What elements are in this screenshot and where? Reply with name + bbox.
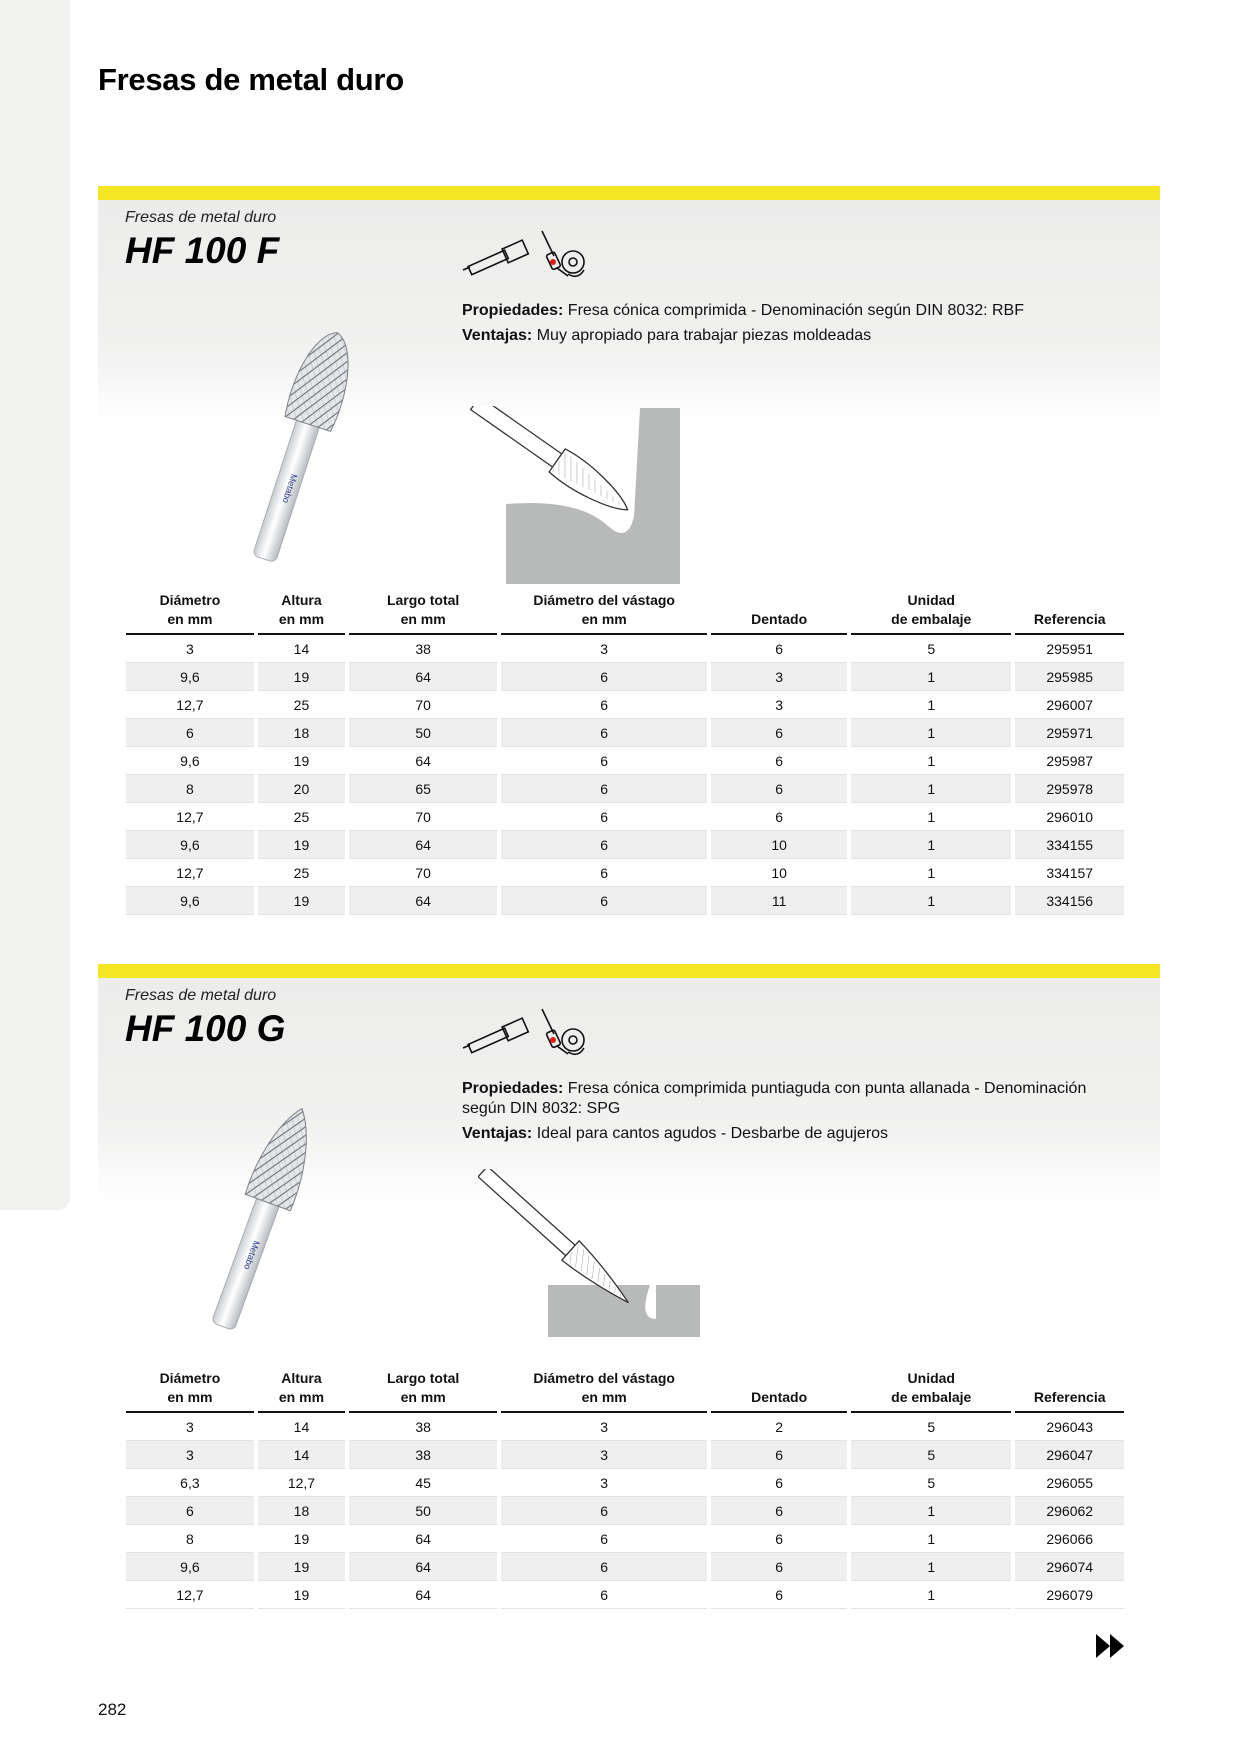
table-cell: 1 [851, 775, 1011, 803]
table-cell: 64 [349, 1581, 497, 1609]
product-section-hf100g [98, 964, 1160, 1624]
table-cell: 6 [711, 719, 847, 747]
table-cell: 334157 [1015, 859, 1124, 887]
table-cell: 3 [126, 1441, 254, 1469]
col-diametro-vastago: Diámetro del vástago en mm [501, 591, 707, 635]
table-cell: 70 [349, 803, 497, 831]
table-cell: 8 [126, 1525, 254, 1553]
table-cell: 6 [711, 803, 847, 831]
table-cell: 12,7 [258, 1469, 345, 1497]
table-cell: 1 [851, 803, 1011, 831]
table-cell: 12,7 [126, 1581, 254, 1609]
table-cell: 6 [501, 775, 707, 803]
col-unidad-embalaje: Unidad de embalaje [851, 591, 1011, 635]
table-cell: 1 [851, 859, 1011, 887]
table-cell: 45 [349, 1469, 497, 1497]
table-row [126, 831, 1124, 859]
table-cell: 1 [851, 747, 1011, 775]
table-row [126, 1553, 1124, 1581]
table-cell: 12,7 [126, 859, 254, 887]
table-cell: 296043 [1015, 1413, 1124, 1441]
table-cell: 25 [258, 859, 345, 887]
table-row [126, 887, 1124, 915]
table-cell: 38 [349, 635, 497, 663]
table-cell: 19 [258, 1525, 345, 1553]
svg-text:Metabo: Metabo [241, 1239, 262, 1272]
table-cell: 295987 [1015, 747, 1124, 775]
col-largo-total: Largo total en mm [349, 1369, 497, 1413]
table-cell: 3 [501, 1413, 707, 1441]
table-cell: 6 [501, 1497, 707, 1525]
svg-text:Metabo: Metabo [280, 472, 300, 505]
table-cell: 6 [501, 1581, 707, 1609]
table-cell: 1 [851, 719, 1011, 747]
col-altura: Altura en mm [258, 591, 345, 635]
table-cell: 8 [126, 775, 254, 803]
table-cell: 38 [349, 1413, 497, 1441]
table-cell: 6 [501, 1525, 707, 1553]
table-cell: 18 [258, 1497, 345, 1525]
table-cell: 5 [851, 1469, 1011, 1497]
table-cell: 70 [349, 859, 497, 887]
table-cell: 6 [501, 719, 707, 747]
col-referencia: Referencia [1015, 591, 1124, 635]
table-cell: 25 [258, 803, 345, 831]
table-row [126, 775, 1124, 803]
table-row [126, 1413, 1124, 1441]
table-cell: 296062 [1015, 1497, 1124, 1525]
table-cell: 6 [501, 803, 707, 831]
table-cell: 10 [711, 831, 847, 859]
col-altura: Altura en mm [258, 1369, 345, 1413]
table-cell: 50 [349, 719, 497, 747]
table-cell: 6 [501, 663, 707, 691]
table-row [126, 663, 1124, 691]
table-cell: 3 [501, 635, 707, 663]
table-cell: 12,7 [126, 691, 254, 719]
col-largo-total: Largo total en mm [349, 591, 497, 635]
table-cell: 25 [258, 691, 345, 719]
table-cell: 19 [258, 1553, 345, 1581]
table-cell: 295971 [1015, 719, 1124, 747]
table-cell: 3 [711, 663, 847, 691]
table-cell: 70 [349, 691, 497, 719]
table-cell: 1 [851, 1497, 1011, 1525]
table-header-row [126, 1369, 1124, 1413]
table-cell: 64 [349, 1525, 497, 1553]
table-cell: 64 [349, 747, 497, 775]
table-cell: 296010 [1015, 803, 1124, 831]
table-cell: 19 [258, 887, 345, 915]
burr-product-photo [246, 326, 376, 566]
table-cell: 3 [711, 691, 847, 719]
table-cell: 5 [851, 1413, 1011, 1441]
table-cell: 5 [851, 1441, 1011, 1469]
table-cell: 296079 [1015, 1581, 1124, 1609]
application-diagram [478, 1169, 718, 1339]
advantages-line: Ventajas: Ideal para cantos agudos - Desbarbe de agujeros [462, 1125, 889, 1142]
table-cell: 295985 [1015, 663, 1124, 691]
table-cell: 6 [711, 1469, 847, 1497]
table-cell: 64 [349, 887, 497, 915]
model-name: HF 100 G [125, 1008, 286, 1049]
table-cell: 1 [851, 1553, 1011, 1581]
table-cell: 9,6 [126, 831, 254, 859]
table-cell: 19 [258, 747, 345, 775]
table-cell: 10 [711, 859, 847, 887]
table-cell: 6 [711, 1441, 847, 1469]
page-number: 282 [98, 1700, 127, 1719]
table-row [126, 719, 1124, 747]
table-cell: 12,7 [126, 803, 254, 831]
table-cell: 64 [349, 1553, 497, 1581]
table-cell: 14 [258, 1413, 345, 1441]
table-cell: 20 [258, 775, 345, 803]
table-cell: 6 [501, 1553, 707, 1581]
table-cell: 6 [711, 747, 847, 775]
col-referencia: Referencia [1015, 1369, 1124, 1413]
table-cell: 2 [711, 1413, 847, 1441]
table-cell: 6 [501, 747, 707, 775]
table-cell: 295951 [1015, 635, 1124, 663]
table-cell: 296055 [1015, 1469, 1124, 1497]
table-cell: 3 [501, 1469, 707, 1497]
table-cell: 3 [126, 1413, 254, 1441]
product-properties [462, 1079, 1122, 1149]
table-cell: 14 [258, 1441, 345, 1469]
application-diagram [468, 406, 728, 586]
properties-line: Propiedades: Fresa cónica comprimida puntiaguda con punta allanada - Denominación según DIN 8032: SPG [462, 1080, 1087, 1117]
table-row [126, 1497, 1124, 1525]
table-cell: 1 [851, 887, 1011, 915]
table-cell: 11 [711, 887, 847, 915]
table-cell: 6 [126, 719, 254, 747]
table-row [126, 859, 1124, 887]
table-cell: 296066 [1015, 1525, 1124, 1553]
table-cell: 6 [711, 1553, 847, 1581]
table-cell: 296007 [1015, 691, 1124, 719]
table-row [126, 747, 1124, 775]
table-cell: 6 [501, 831, 707, 859]
model-name: HF 100 F [125, 230, 280, 271]
table-cell: 64 [349, 663, 497, 691]
table-cell: 6 [126, 1497, 254, 1525]
burr-product-photo [190, 1104, 360, 1334]
table-cell: 6 [501, 859, 707, 887]
table-body [126, 1413, 1124, 1609]
table-cell: 1 [851, 831, 1011, 859]
table-cell: 6 [711, 1581, 847, 1609]
table-cell: 6 [711, 1525, 847, 1553]
table-cell: 6 [711, 775, 847, 803]
table-cell: 334156 [1015, 887, 1124, 915]
table-row [126, 1469, 1124, 1497]
left-margin-strip [0, 0, 70, 1210]
section-accent-bar [98, 186, 1160, 200]
table-cell: 6 [711, 635, 847, 663]
product-section-hf100f [98, 186, 1160, 926]
rotary-tool-icon [460, 226, 592, 282]
table-cell: 1 [851, 691, 1011, 719]
product-properties [462, 301, 1122, 351]
table-body [126, 635, 1124, 915]
table-cell: 6 [501, 691, 707, 719]
col-diametro: Diámetro en mm [126, 1369, 254, 1413]
table-cell: 1 [851, 663, 1011, 691]
table-cell: 6 [711, 1497, 847, 1525]
col-unidad-embalaje: Unidad de embalaje [851, 1369, 1011, 1413]
table-cell: 19 [258, 1581, 345, 1609]
table-cell: 6 [501, 887, 707, 915]
table-cell: 6,3 [126, 1469, 254, 1497]
table-cell: 18 [258, 719, 345, 747]
table-row [126, 1441, 1124, 1469]
table-cell: 65 [349, 775, 497, 803]
section-subtitle: Fresas de metal duro [125, 209, 277, 226]
col-diametro-vastago: Diámetro del vástago en mm [501, 1369, 707, 1413]
table-cell: 1 [851, 1525, 1011, 1553]
table-cell: 1 [851, 1581, 1011, 1609]
table-cell: 19 [258, 831, 345, 859]
table-cell: 9,6 [126, 663, 254, 691]
page-title: Fresas de metal duro [98, 62, 404, 97]
table-cell: 296047 [1015, 1441, 1124, 1469]
table-row [126, 1525, 1124, 1553]
section-accent-bar [98, 964, 1160, 978]
table-row [126, 803, 1124, 831]
table-cell: 9,6 [126, 887, 254, 915]
col-dentado: Dentado [711, 1369, 847, 1413]
table-cell: 50 [349, 1497, 497, 1525]
table-cell: 3 [126, 635, 254, 663]
table-row [126, 691, 1124, 719]
col-dentado: Dentado [711, 591, 847, 635]
table-cell: 5 [851, 635, 1011, 663]
table-cell: 9,6 [126, 747, 254, 775]
table-cell: 334155 [1015, 831, 1124, 859]
table-cell: 38 [349, 1441, 497, 1469]
table-cell: 296074 [1015, 1553, 1124, 1581]
advantages-line: Ventajas: Muy apropiado para trabajar piezas moldeadas [462, 327, 872, 344]
table-row [126, 635, 1124, 663]
section-subtitle: Fresas de metal duro [125, 987, 277, 1004]
spec-table [122, 591, 1128, 915]
table-cell: 295978 [1015, 775, 1124, 803]
table-cell: 3 [501, 1441, 707, 1469]
table-cell: 64 [349, 831, 497, 859]
rotary-tool-icon [460, 1004, 592, 1060]
table-cell: 14 [258, 635, 345, 663]
table-header-row [126, 591, 1124, 635]
properties-line: Propiedades: Fresa cónica comprimida - Denominación según DIN 8032: RBF [462, 302, 1024, 319]
col-diametro: Diámetro en mm [126, 591, 254, 635]
spec-table [122, 1369, 1128, 1609]
next-page-arrows-icon[interactable] [1096, 1634, 1126, 1658]
table-cell: 19 [258, 663, 345, 691]
table-cell: 9,6 [126, 1553, 254, 1581]
table-row [126, 1581, 1124, 1609]
